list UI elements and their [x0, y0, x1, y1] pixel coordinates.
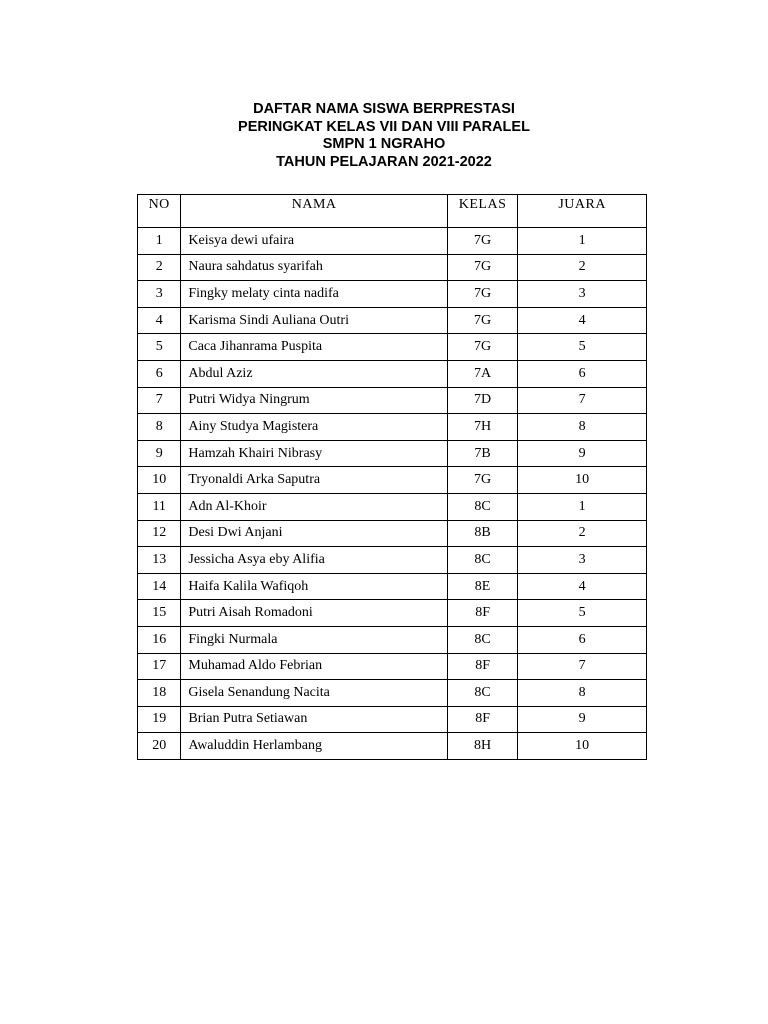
cell-name: Fingky melaty cinta nadifa — [181, 281, 448, 308]
cell-juara: 1 — [518, 228, 647, 255]
cell-kelas: 8F — [447, 600, 517, 627]
title-line: PERINGKAT KELAS VII DAN VIII PARALEL — [238, 118, 530, 135]
table-row — [138, 440, 647, 467]
title-line: DAFTAR NAMA SISWA BERPRESTASI — [253, 101, 515, 117]
cell-juara: 7 — [518, 387, 647, 414]
table-row — [138, 653, 647, 680]
cell-name: Desi Dwi Anjani — [181, 520, 448, 547]
cell-kelas: 8F — [447, 653, 517, 680]
cell-kelas: 8H — [447, 733, 517, 760]
student-table — [137, 194, 647, 760]
table-row — [138, 307, 647, 334]
cell-juara: 4 — [518, 573, 647, 600]
cell-name: Caca Jihanrama Puspita — [181, 334, 448, 361]
cell-name: Hamzah Khairi Nibrasy — [181, 440, 448, 467]
table-row — [138, 467, 647, 494]
cell-no: 14 — [138, 573, 181, 600]
cell-no: 6 — [138, 360, 181, 387]
cell-name: Muhamad Aldo Febrian — [181, 653, 448, 680]
table-row — [138, 414, 647, 441]
cell-no: 16 — [138, 626, 181, 653]
cell-no: 13 — [138, 547, 181, 574]
table-row — [138, 600, 647, 627]
cell-kelas: 7H — [447, 414, 517, 441]
cell-name: Tryonaldi Arka Saputra — [181, 467, 448, 494]
cell-juara: 2 — [518, 254, 647, 281]
cell-juara: 9 — [518, 440, 647, 467]
cell-name: Ainy Studya Magistera — [181, 414, 448, 441]
cell-kelas: 7G — [447, 307, 517, 334]
table-row — [138, 334, 647, 361]
cell-no: 9 — [138, 440, 181, 467]
cell-kelas: 7G — [447, 281, 517, 308]
title-line: SMPN 1 NGRAHO — [322, 136, 446, 152]
cell-no: 2 — [138, 254, 181, 281]
cell-no: 18 — [138, 680, 181, 707]
cell-juara: 9 — [518, 706, 647, 733]
cell-no: 1 — [138, 228, 181, 255]
cell-juara: 7 — [518, 653, 647, 680]
table-row — [138, 360, 647, 387]
cell-juara: 6 — [518, 360, 647, 387]
table-row — [138, 520, 647, 547]
cell-name: Fingki Nurmala — [181, 626, 448, 653]
table-row — [138, 228, 647, 255]
cell-name: Gisela Senandung Nacita — [181, 680, 448, 707]
cell-juara: 10 — [518, 733, 647, 760]
cell-juara: 5 — [518, 334, 647, 361]
cell-name: Jessicha Asya eby Alifia — [181, 547, 448, 574]
cell-kelas: 7G — [447, 467, 517, 494]
table-row — [138, 281, 647, 308]
cell-name: Awaluddin Herlambang — [181, 733, 448, 760]
cell-kelas: 8B — [447, 520, 517, 547]
cell-no: 5 — [138, 334, 181, 361]
table-row — [138, 493, 647, 520]
cell-juara: 5 — [518, 600, 647, 627]
cell-kelas: 8E — [447, 573, 517, 600]
cell-name: Keisya dewi ufaira — [181, 228, 448, 255]
table-header-row — [138, 195, 647, 228]
cell-name: Brian Putra Setiawan — [181, 706, 448, 733]
cell-name: Putri Aisah Romadoni — [181, 600, 448, 627]
cell-juara: 8 — [518, 414, 647, 441]
cell-kelas: 7G — [447, 334, 517, 361]
table-row — [138, 547, 647, 574]
cell-kelas: 7G — [447, 254, 517, 281]
table-row — [138, 254, 647, 281]
cell-juara: 1 — [518, 493, 647, 520]
title-line: TAHUN PELAJARAN 2021-2022 — [276, 153, 492, 170]
document-title — [0, 101, 768, 171]
cell-no: 12 — [138, 520, 181, 547]
header-name: NAMA — [181, 195, 448, 228]
cell-name: Abdul Aziz — [181, 360, 448, 387]
cell-no: 7 — [138, 387, 181, 414]
table-row — [138, 733, 647, 760]
cell-no: 3 — [138, 281, 181, 308]
table-row — [138, 626, 647, 653]
cell-kelas: 8F — [447, 706, 517, 733]
cell-juara: 3 — [518, 547, 647, 574]
cell-no: 10 — [138, 467, 181, 494]
cell-no: 19 — [138, 706, 181, 733]
cell-juara: 2 — [518, 520, 647, 547]
cell-juara: 10 — [518, 467, 647, 494]
cell-kelas: 7A — [447, 360, 517, 387]
cell-kelas: 8C — [447, 680, 517, 707]
cell-no: 15 — [138, 600, 181, 627]
cell-no: 20 — [138, 733, 181, 760]
table-row — [138, 573, 647, 600]
cell-kelas: 7G — [447, 228, 517, 255]
table-row — [138, 706, 647, 733]
cell-name: Putri Widya Ningrum — [181, 387, 448, 414]
cell-no: 17 — [138, 653, 181, 680]
cell-kelas: 8C — [447, 493, 517, 520]
cell-no: 11 — [138, 493, 181, 520]
cell-name: Haifa Kalila Wafiqoh — [181, 573, 448, 600]
cell-name: Adn Al-Khoir — [181, 493, 448, 520]
cell-juara: 3 — [518, 281, 647, 308]
header-juara: JUARA — [518, 195, 647, 228]
cell-name: Naura sahdatus syarifah — [181, 254, 448, 281]
cell-kelas: 7D — [447, 387, 517, 414]
header-no: NO — [138, 195, 181, 228]
header-kelas: KELAS — [447, 195, 517, 228]
cell-kelas: 8C — [447, 626, 517, 653]
cell-kelas: 8C — [447, 547, 517, 574]
table-row — [138, 680, 647, 707]
cell-juara: 8 — [518, 680, 647, 707]
cell-juara: 6 — [518, 626, 647, 653]
cell-no: 8 — [138, 414, 181, 441]
cell-kelas: 7B — [447, 440, 517, 467]
cell-juara: 4 — [518, 307, 647, 334]
table-row — [138, 387, 647, 414]
cell-no: 4 — [138, 307, 181, 334]
cell-name: Karisma Sindi Auliana Outri — [181, 307, 448, 334]
